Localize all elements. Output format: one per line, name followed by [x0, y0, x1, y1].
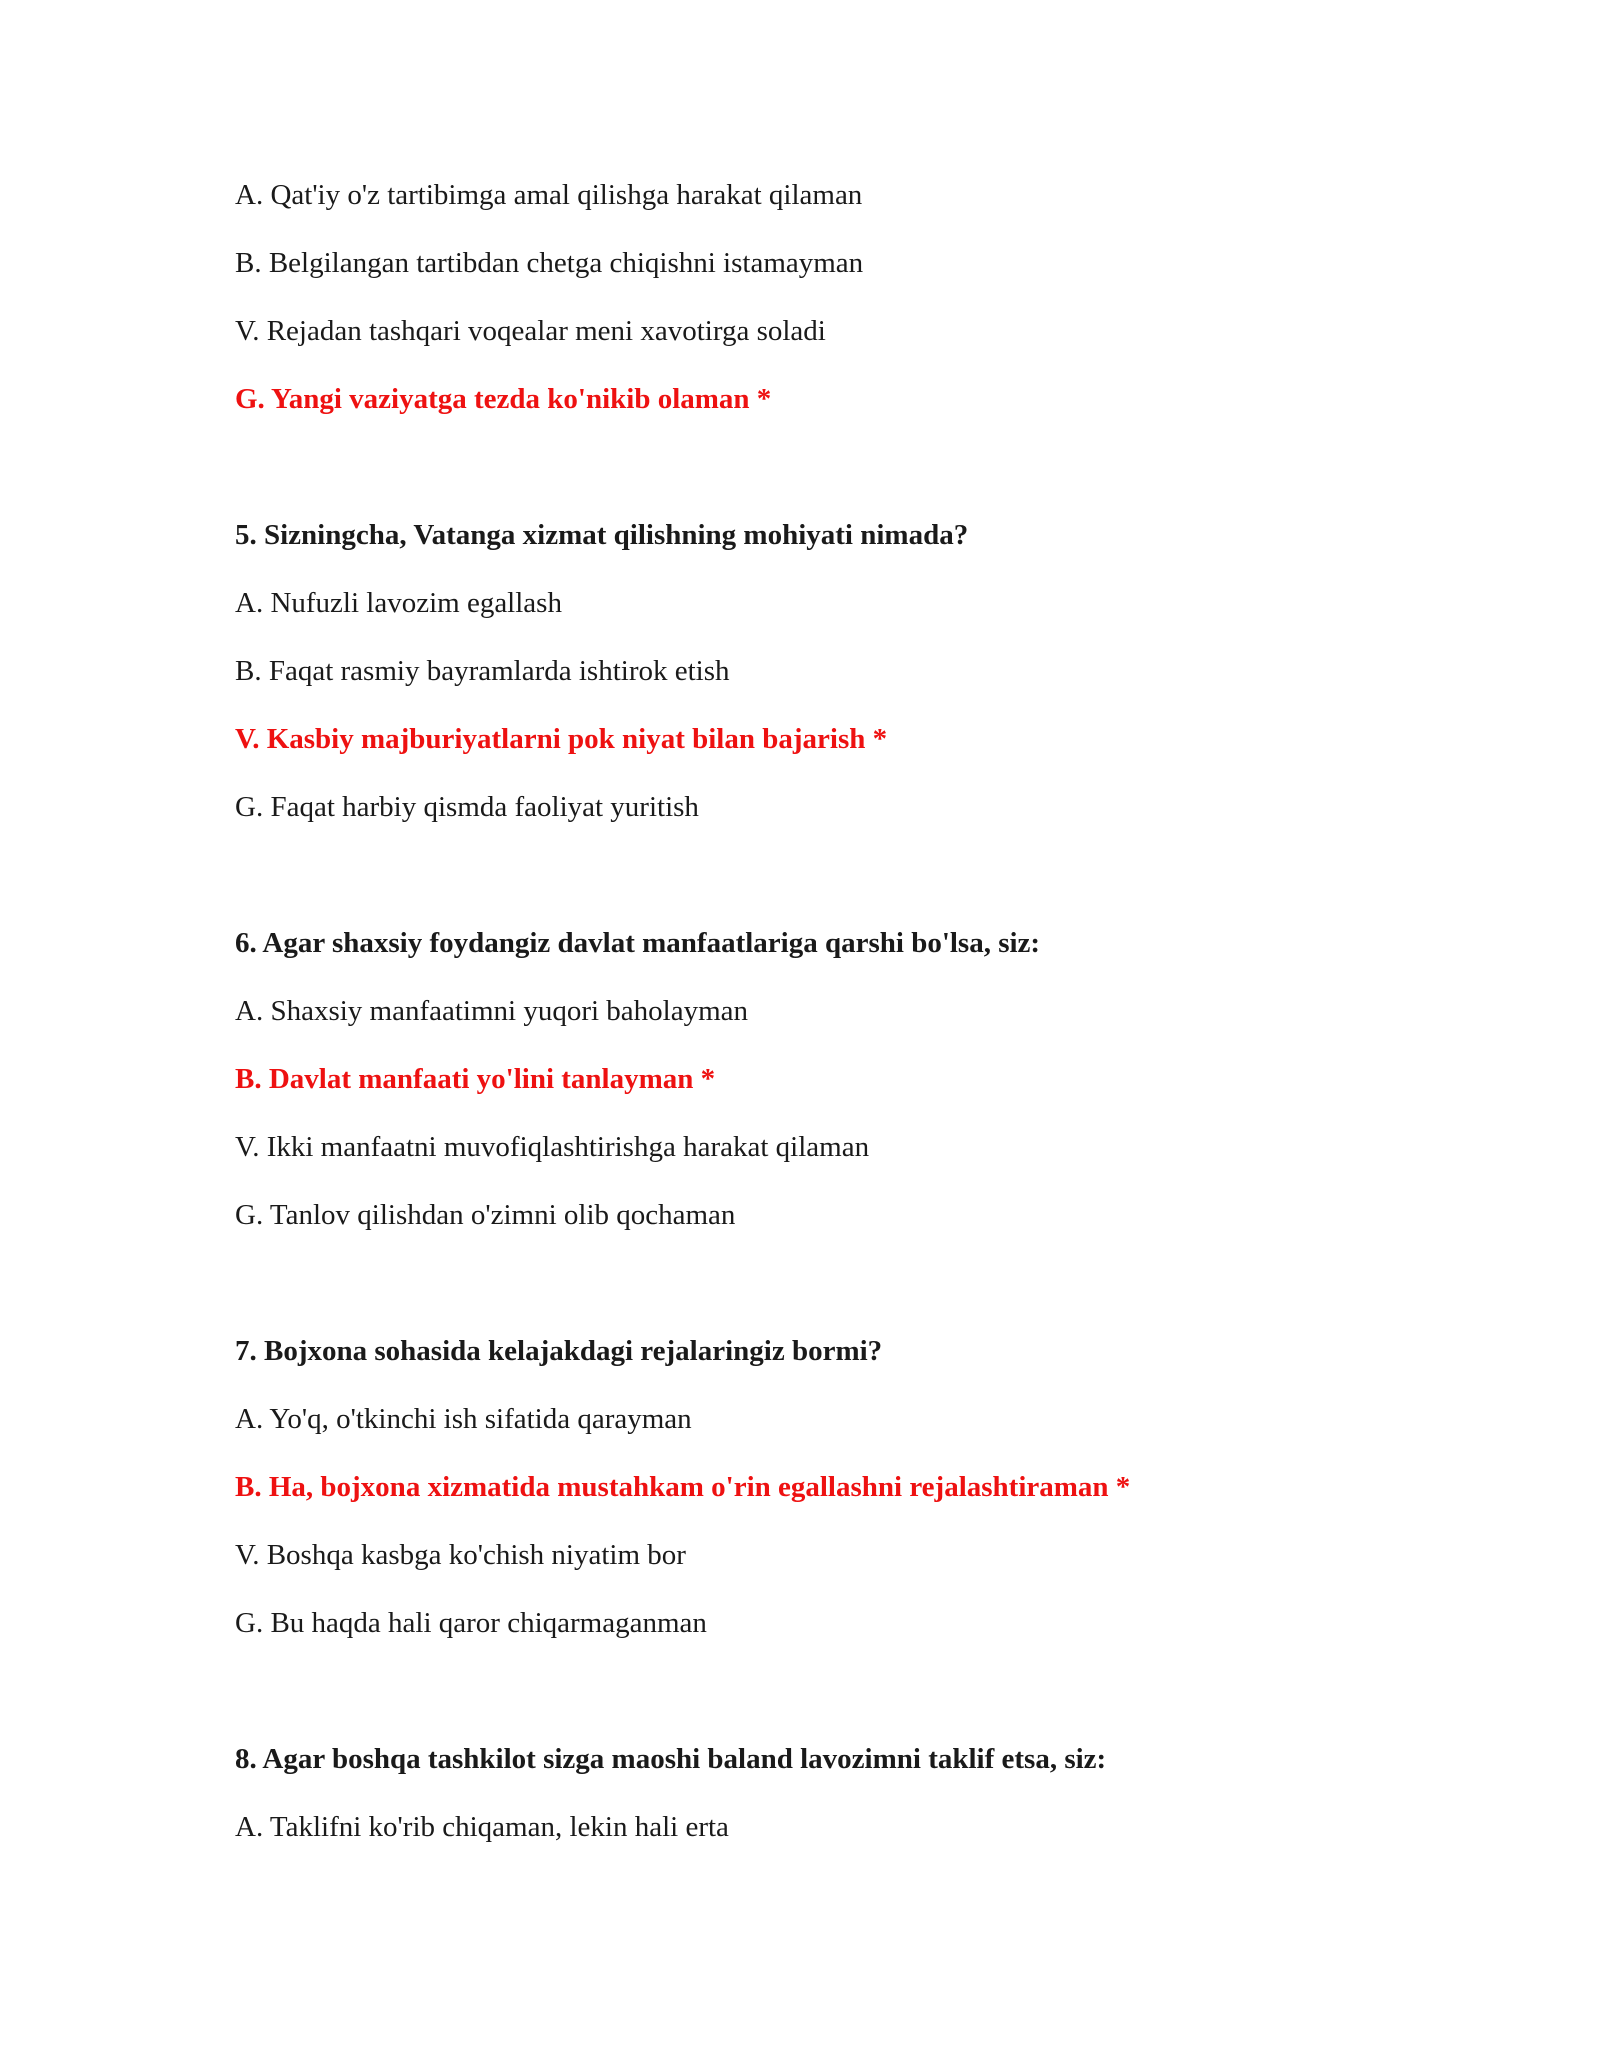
document-page	[235, 178, 1435, 1878]
question-title: 8. Agar boshqa tashkilot sizga maoshi baland lavozimni taklif etsa, siz:	[235, 1743, 1107, 1775]
option-v: V. Boshqa kasbga ko'chish niyatim bor	[235, 1539, 686, 1571]
option-a: A. Yo'q, o'tkinchi ish sifatida qarayman	[235, 1403, 692, 1435]
option-v-correct-answer: V. Kasbiy majburiyatlarni pok niyat bilan bajarish *	[235, 723, 888, 755]
question-title: 7. Bojxona sohasida kelajakdagi rejalaringiz bormi?	[235, 1335, 883, 1367]
question-block-7	[235, 1334, 1435, 1640]
option-g: G. Tanlov qilishdan o'zimni olib qochaman	[235, 1199, 736, 1231]
option-g: G. Bu haqda hali qaror chiqarmaganman	[235, 1607, 707, 1639]
option-a: A. Taklifni ko'rib chiqaman, lekin hali erta	[235, 1811, 729, 1843]
question-title: 5. Sizningcha, Vatanga xizmat qilishning mohiyati nimada?	[235, 519, 969, 551]
question-block-6	[235, 926, 1435, 1232]
block-spacer	[235, 858, 1435, 926]
option-v: V. Rejadan tashqari voqealar meni xavotirga soladi	[235, 315, 826, 347]
option-a: A. Nufuzli lavozim egallash	[235, 587, 562, 619]
option-b: B. Faqat rasmiy bayramlarda ishtirok etish	[235, 655, 730, 687]
block-spacer	[235, 450, 1435, 518]
option-b-correct-answer: B. Ha, bojxona xizmatida mustahkam o'rin egallashni rejalashtiraman *	[235, 1471, 1131, 1503]
option-g: G. Faqat harbiy qismda faoliyat yuritish	[235, 791, 699, 823]
option-b: B. Belgilangan tartibdan chetga chiqishni istamayman	[235, 247, 864, 279]
option-g-correct-answer: G. Yangi vaziyatga tezda ko'nikib olaman *	[235, 383, 772, 415]
option-a: A. Shaxsiy manfaatimni yuqori baholayman	[235, 995, 749, 1027]
option-b-correct-answer: B. Davlat manfaati yo'lini tanlayman *	[235, 1063, 716, 1095]
question-block-5	[235, 518, 1435, 824]
block-spacer	[235, 1674, 1435, 1742]
option-v: V. Ikki manfaatni muvofiqlashtirishga harakat qilaman	[235, 1131, 870, 1163]
question-block-4	[235, 178, 1435, 416]
question-title: 6. Agar shaxsiy foydangiz davlat manfaatlariga qarshi bo'lsa, siz:	[235, 927, 1041, 959]
option-a: A. Qat'iy o'z tartibimga amal qilishga harakat qilaman	[235, 179, 863, 211]
block-spacer	[235, 1266, 1435, 1334]
question-block-8	[235, 1742, 1435, 1844]
